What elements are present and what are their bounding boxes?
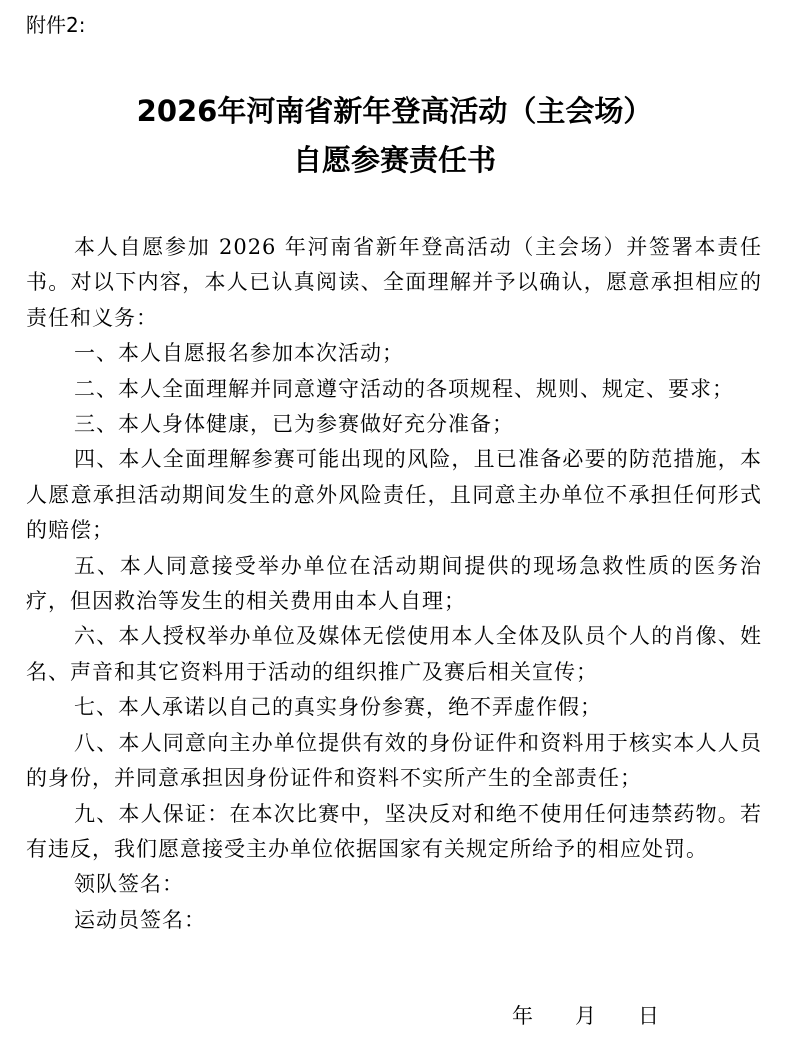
intro-paragraph: 本人自愿参加 2026 年河南省新年登高活动（主会场）并签署本责任书。对以下内容，本人已认真阅读、全面理解并予以确认，愿意承担相应的责任和义务： [26, 235, 762, 330]
clause-3: 三、本人身体健康，已为参赛做好充分准备； [74, 412, 514, 437]
clause-8: 八、本人同意向主办单位提供有效的身份证件和资料用于核实本人人员的身份，并同意承担因身份证件和资料不实所产生的全部责任； [26, 730, 762, 791]
leader-signature-label: 领队签名： [74, 872, 184, 897]
date-day: 日 [638, 1004, 659, 1028]
athlete-signature-label: 运动员签名： [74, 907, 206, 932]
clause-1: 一、本人自愿报名参加本次活动； [74, 341, 404, 366]
date-year: 年 [512, 1004, 533, 1028]
clause-7: 七、本人承诺以自己的真实身份参赛，绝不弄虚作假； [74, 695, 602, 720]
document-title-line-2: 自愿参赛责任书 [292, 143, 496, 177]
clause-6: 六、本人授权举办单位及媒体无偿使用本人全体及队员个人的肖像、姓名、声音和其它资料用于活动的组织推广及赛后相关宣传； [26, 624, 762, 684]
signing-date [512, 1000, 659, 1032]
document-body [26, 230, 762, 938]
clause-5: 五、本人同意接受举办单位在活动期间提供的现场急救性质的医务治疗，但因救治等发生的相关费用由本人自理； [26, 553, 762, 614]
date-month: 月 [575, 1004, 596, 1028]
clause-4: 四、本人全面理解参赛可能出现的风险，且已准备必要的防范措施，本人愿意承担活动期间发生的意外风险责任，且同意主办单位不承担任何形式的赔偿； [26, 447, 762, 543]
clause-2: 二、本人全面理解并同意遵守活动的各项规程、规则、规定、要求； [74, 376, 734, 401]
attachment-label: 附件2: [26, 13, 86, 37]
clause-9: 九、本人保证：在本次比赛中，坚决反对和绝不使用任何违禁药物。若有违反，我们愿意接受主办单位依据国家有关规定所给予的相应处罚。 [26, 801, 762, 861]
document-title-line-1: 2026年河南省新年登高活动（主会场） [136, 94, 653, 128]
